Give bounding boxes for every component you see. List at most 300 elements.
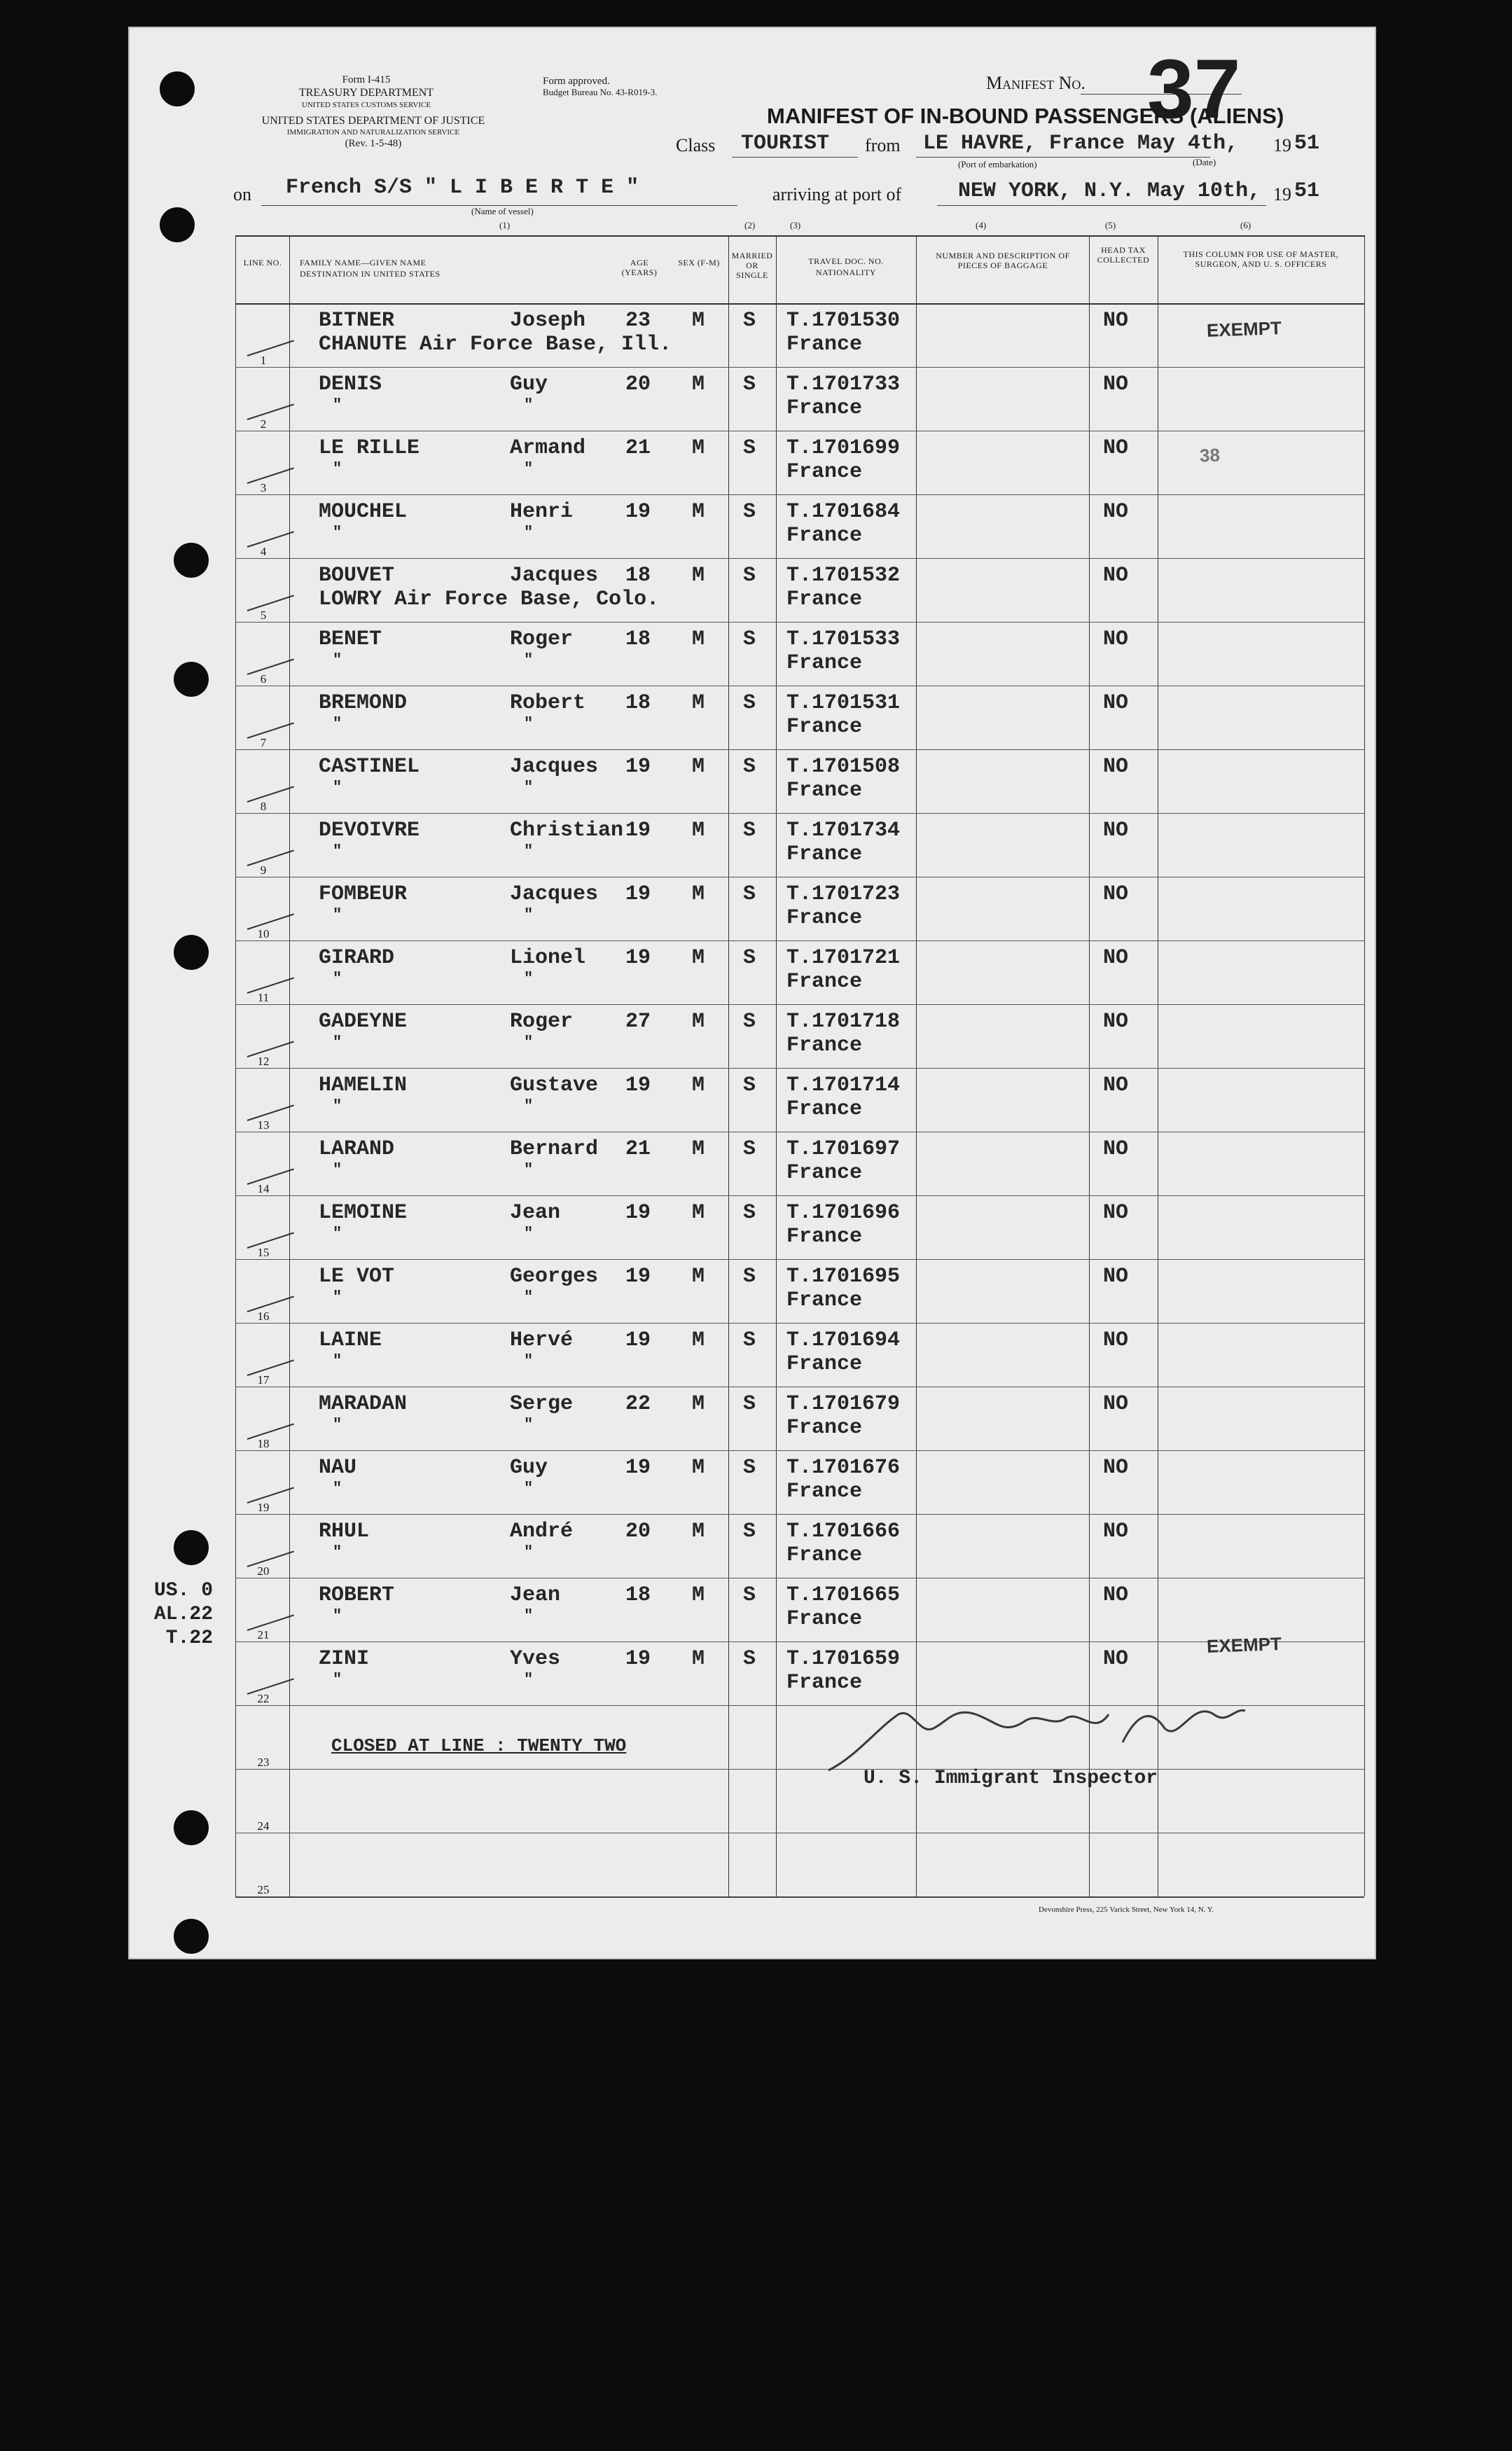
table-row xyxy=(128,1387,1376,1450)
nationality: France xyxy=(786,1607,863,1631)
marital-status: S xyxy=(743,1201,756,1225)
head-tax: NO xyxy=(1103,755,1129,779)
year-1: 51 xyxy=(1294,132,1320,155)
destination: " xyxy=(333,1671,342,1688)
head-tax: NO xyxy=(1103,500,1129,524)
head-tax: NO xyxy=(1103,1647,1129,1671)
family-name: NAU xyxy=(319,1456,357,1480)
age: 22 xyxy=(625,1392,651,1416)
head-tax: NO xyxy=(1103,1583,1129,1607)
margin-note-al: AL.22 xyxy=(154,1604,214,1625)
family-name: LEMOINE xyxy=(319,1201,408,1225)
nationality: France xyxy=(786,333,863,356)
table-row xyxy=(128,749,1376,813)
col-caption-1: (1) xyxy=(499,220,511,230)
inspector-title: U. S. Immigrant Inspector xyxy=(863,1768,1158,1789)
sex: M xyxy=(692,1010,705,1034)
col-name: FAMILY NAME—GIVEN NAME xyxy=(300,258,426,268)
travel-doc-no: T.1701666 xyxy=(786,1520,901,1543)
col-officers: THIS COLUMN FOR USE OF MASTER, SURGEON, AND U. S. OFFICERS xyxy=(1183,249,1339,269)
sex: M xyxy=(692,819,705,842)
family-name: GIRARD xyxy=(319,946,395,970)
marital-status: S xyxy=(743,691,756,715)
line-number: 6 xyxy=(260,672,267,686)
age: 19 xyxy=(625,1201,651,1225)
given-name: Jacques xyxy=(510,882,599,906)
age: 27 xyxy=(625,1010,651,1034)
marital-status: S xyxy=(743,627,756,651)
marital-status: S xyxy=(743,1328,756,1352)
travel-doc-no: T.1701734 xyxy=(786,819,901,842)
family-name: DEVOIVRE xyxy=(319,819,420,842)
head-tax: NO xyxy=(1103,309,1129,333)
line-number: 3 xyxy=(260,481,267,494)
table-row xyxy=(128,431,1376,494)
destination: " xyxy=(333,842,342,860)
year-2: 51 xyxy=(1294,179,1320,203)
head-tax: NO xyxy=(1103,1010,1129,1034)
travel-doc-no: T.1701659 xyxy=(786,1647,901,1671)
age: 18 xyxy=(625,627,651,651)
age: 18 xyxy=(625,564,651,588)
age: 19 xyxy=(625,500,651,524)
nationality: France xyxy=(786,1352,863,1376)
sex: M xyxy=(692,1328,705,1352)
nationality: France xyxy=(786,970,863,994)
line-number: 18 xyxy=(257,1437,270,1450)
given-ditto: " xyxy=(524,1607,534,1625)
nationality: France xyxy=(786,1416,863,1440)
given-ditto: " xyxy=(524,460,534,478)
age: 19 xyxy=(625,882,651,906)
binder-hole xyxy=(174,543,209,578)
family-name: BOUVET xyxy=(319,564,395,588)
nationality: France xyxy=(786,1289,863,1312)
family-name: BREMOND xyxy=(319,691,408,715)
given-ditto: " xyxy=(524,524,534,541)
sex: M xyxy=(692,755,705,779)
head-tax: NO xyxy=(1103,1328,1129,1352)
marital-status: S xyxy=(743,564,756,588)
marital-status: S xyxy=(743,755,756,779)
travel-doc-no: T.1701530 xyxy=(786,309,901,333)
margin-note-t: T.22 xyxy=(165,1627,214,1649)
head-tax: NO xyxy=(1103,1074,1129,1097)
given-ditto: " xyxy=(524,779,534,796)
manifest-number: 37 xyxy=(1147,42,1241,136)
margin-tally xyxy=(154,1579,213,1651)
nationality: France xyxy=(786,396,863,420)
given-name: Yves xyxy=(510,1647,561,1671)
treasury-dept: TREASURY DEPARTMENT xyxy=(298,87,434,99)
family-name: BITNER xyxy=(319,309,395,333)
nationality: France xyxy=(786,1097,863,1121)
travel-doc-no: T.1701679 xyxy=(786,1392,901,1416)
destination: " xyxy=(333,715,342,732)
destination: " xyxy=(333,1097,342,1115)
family-name: DENIS xyxy=(319,373,382,396)
age: 19 xyxy=(625,1265,651,1289)
travel-doc-no: T.1701695 xyxy=(786,1265,901,1289)
head-tax: NO xyxy=(1103,627,1129,651)
family-name: LE VOT xyxy=(319,1265,395,1289)
sex: M xyxy=(692,1074,705,1097)
travel-doc-no: T.1701532 xyxy=(786,564,901,588)
table-row xyxy=(128,877,1376,940)
budget-bureau: Budget Bureau No. 43-R019-3. xyxy=(543,87,658,97)
sex: M xyxy=(692,1201,705,1225)
vessel-name: French S/S " L I B E R T E " xyxy=(286,176,639,200)
marital-status: S xyxy=(743,1010,756,1034)
margin-note-us: US. 0 xyxy=(154,1580,214,1602)
travel-doc-no: T.1701697 xyxy=(786,1137,901,1161)
head-tax: NO xyxy=(1103,691,1129,715)
table-row xyxy=(128,1323,1376,1387)
manifest-title: MANIFEST OF IN-BOUND PASSENGERS (ALIENS) xyxy=(767,104,1284,128)
binder-hole xyxy=(174,935,209,970)
given-name: Bernard xyxy=(510,1137,599,1161)
binder-hole xyxy=(174,1530,209,1565)
age: 21 xyxy=(625,1137,651,1161)
manifest-no-label: Manifest No. xyxy=(986,73,1086,93)
table-row xyxy=(128,1514,1376,1578)
binder-hole xyxy=(160,71,195,106)
head-tax: NO xyxy=(1103,1137,1129,1161)
travel-doc-no: T.1701714 xyxy=(786,1074,901,1097)
col-head-tax: HEAD TAX COLLECTED xyxy=(1097,245,1150,265)
table-row xyxy=(128,1004,1376,1068)
date-caption: (Date) xyxy=(1193,157,1216,167)
line-number: 23 xyxy=(257,1756,270,1769)
binder-hole xyxy=(174,1810,209,1845)
nationality: France xyxy=(786,1543,863,1567)
travel-doc-no: T.1701533 xyxy=(786,627,901,651)
age: 20 xyxy=(625,373,651,396)
line-number: 22 xyxy=(257,1692,270,1705)
destination: LOWRY Air Force Base, Colo. xyxy=(319,588,660,611)
customs-service: UNITED STATES CUSTOMS SERVICE xyxy=(301,101,431,109)
age: 19 xyxy=(625,1456,651,1480)
line-number: 1 xyxy=(260,354,267,367)
destination: " xyxy=(333,1416,342,1433)
age: 20 xyxy=(625,1520,651,1543)
marital-status: S xyxy=(743,1520,756,1543)
nationality: France xyxy=(786,588,863,611)
marital-status: S xyxy=(743,1392,756,1416)
marital-status: S xyxy=(743,373,756,396)
col-baggage: NUMBER AND DESCRIPTION OF PIECES OF BAGGAGE xyxy=(936,251,1070,270)
line-number: 21 xyxy=(257,1628,270,1641)
given-ditto: " xyxy=(524,396,534,414)
sex: M xyxy=(692,373,705,396)
sex: M xyxy=(692,1456,705,1480)
age: 19 xyxy=(625,946,651,970)
sex: M xyxy=(692,1265,705,1289)
given-name: Robert xyxy=(510,691,586,715)
nationality: France xyxy=(786,1034,863,1057)
line-number: 17 xyxy=(257,1373,270,1387)
binder-hole xyxy=(174,662,209,697)
age: 19 xyxy=(625,1647,651,1671)
line-number: 19 xyxy=(257,1501,270,1514)
line-number: 15 xyxy=(257,1246,270,1259)
sex: M xyxy=(692,500,705,524)
family-name: CASTINEL xyxy=(319,755,420,779)
officer-note: EXEMPT xyxy=(1206,317,1282,341)
family-name: GADEYNE xyxy=(319,1010,408,1034)
nationality: France xyxy=(786,842,863,866)
travel-doc-no: T.1701665 xyxy=(786,1583,901,1607)
table-row xyxy=(128,367,1376,431)
age: 18 xyxy=(625,691,651,715)
head-tax: NO xyxy=(1103,436,1129,460)
travel-doc-no: T.1701718 xyxy=(786,1010,901,1034)
destination: " xyxy=(333,1352,342,1370)
nationality: France xyxy=(786,1161,863,1185)
family-name: RHUL xyxy=(319,1520,370,1543)
nationality: France xyxy=(786,524,863,548)
line-number: 14 xyxy=(257,1182,270,1195)
line-number: 10 xyxy=(257,927,270,940)
age: 19 xyxy=(625,819,651,842)
justice-dept: UNITED STATES DEPARTMENT OF JUSTICE xyxy=(261,115,485,127)
head-tax: NO xyxy=(1103,882,1129,906)
sex: M xyxy=(692,1520,705,1543)
given-name: Christian xyxy=(510,819,624,842)
given-ditto: " xyxy=(524,1416,534,1433)
sex: M xyxy=(692,882,705,906)
given-ditto: " xyxy=(524,715,534,732)
col-destination: DESTINATION IN UNITED STATES xyxy=(300,269,441,279)
travel-doc-no: T.1701723 xyxy=(786,882,901,906)
destination: " xyxy=(333,1161,342,1179)
sex: M xyxy=(692,1583,705,1607)
destination: " xyxy=(333,906,342,924)
manifest-page xyxy=(128,27,1376,1959)
given-name: Jacques xyxy=(510,755,599,779)
class-value: TOURIST xyxy=(741,132,830,155)
line-number: 4 xyxy=(260,545,267,558)
marital-status: S xyxy=(743,1074,756,1097)
inspector-signature xyxy=(814,1686,1249,1784)
on-label: on xyxy=(233,184,251,204)
line-number: 13 xyxy=(257,1118,270,1132)
line-number: 8 xyxy=(260,800,267,813)
sex: M xyxy=(692,564,705,588)
given-name: Guy xyxy=(510,373,548,396)
destination: " xyxy=(333,779,342,796)
given-ditto: " xyxy=(524,651,534,669)
destination: " xyxy=(333,1543,342,1561)
head-tax: NO xyxy=(1103,946,1129,970)
given-ditto: " xyxy=(524,1034,534,1051)
marital-status: S xyxy=(743,882,756,906)
table-row xyxy=(128,622,1376,686)
family-name: LE RILLE xyxy=(319,436,420,460)
table-row xyxy=(128,940,1376,1004)
destination: " xyxy=(333,1225,342,1242)
col-caption-5: (5) xyxy=(1105,220,1116,230)
nationality: France xyxy=(786,651,863,675)
given-name: Jean xyxy=(510,1583,561,1607)
given-ditto: " xyxy=(524,842,534,860)
head-tax: NO xyxy=(1103,1265,1129,1289)
sex: M xyxy=(692,1392,705,1416)
marital-status: S xyxy=(743,500,756,524)
col-age: AGE (YEARS) xyxy=(621,258,658,277)
table-row xyxy=(128,303,1376,367)
nationality: France xyxy=(786,906,863,930)
given-name: Guy xyxy=(510,1456,548,1480)
sex: M xyxy=(692,1647,705,1671)
line-number: 2 xyxy=(260,417,267,431)
given-name: Armand xyxy=(510,436,586,460)
head-tax: NO xyxy=(1103,564,1129,588)
destination: " xyxy=(333,970,342,987)
table-row xyxy=(128,686,1376,749)
embarkation-value: LE HAVRE, France May 4th, xyxy=(923,132,1239,155)
destination: " xyxy=(333,1607,342,1625)
col-nationality: NATIONALITY xyxy=(815,268,877,277)
line-number: 25 xyxy=(257,1883,270,1896)
destination: " xyxy=(333,1289,342,1306)
given-name: Serge xyxy=(510,1392,574,1416)
table-row xyxy=(128,1132,1376,1195)
given-ditto: " xyxy=(524,1543,534,1561)
col-caption-4: (4) xyxy=(976,220,987,230)
col-caption-2: (2) xyxy=(744,220,756,230)
class-label: Class xyxy=(676,135,716,155)
given-ditto: " xyxy=(524,906,534,924)
nationality: France xyxy=(786,715,863,739)
age: 19 xyxy=(625,755,651,779)
table-row xyxy=(128,1578,1376,1641)
given-name: Joseph xyxy=(510,309,586,333)
nationality: France xyxy=(786,779,863,803)
age: 18 xyxy=(625,1583,651,1607)
line-number: 11 xyxy=(257,991,270,1004)
given-name: Lionel xyxy=(510,946,586,970)
sex: M xyxy=(692,691,705,715)
travel-doc-no: T.1701696 xyxy=(786,1201,901,1225)
revision: (Rev. 1-5-48) xyxy=(345,138,402,149)
given-ditto: " xyxy=(524,1671,534,1688)
line-number: 12 xyxy=(257,1055,270,1068)
destination: " xyxy=(333,651,342,669)
age: 19 xyxy=(625,1328,651,1352)
from-label: from xyxy=(865,135,901,155)
table-row xyxy=(128,494,1376,558)
form-approved: Form approved. xyxy=(543,76,610,87)
marital-status: S xyxy=(743,309,756,333)
form-number: Form I-415 xyxy=(342,74,391,85)
given-name: Gustave xyxy=(510,1074,599,1097)
given-name: Roger xyxy=(510,1010,574,1034)
family-name: MOUCHEL xyxy=(319,500,408,524)
sex: M xyxy=(692,1137,705,1161)
family-name: HAMELIN xyxy=(319,1074,408,1097)
given-ditto: " xyxy=(524,1480,534,1497)
given-ditto: " xyxy=(524,1289,534,1306)
travel-doc-no: T.1701684 xyxy=(786,500,901,524)
nationality: France xyxy=(786,460,863,484)
given-name: Jean xyxy=(510,1201,561,1225)
travel-doc-no: T.1701733 xyxy=(786,373,901,396)
family-name: ZINI xyxy=(319,1647,370,1671)
destination: " xyxy=(333,460,342,478)
table-row xyxy=(128,813,1376,877)
family-name: LAINE xyxy=(319,1328,382,1352)
given-name: André xyxy=(510,1520,574,1543)
line-number: 9 xyxy=(260,863,267,877)
travel-doc-no: T.1701676 xyxy=(786,1456,901,1480)
nationality: France xyxy=(786,1671,863,1695)
marital-status: S xyxy=(743,1647,756,1671)
closing-statement: CLOSED AT LINE : TWENTY TWO xyxy=(331,1735,627,1756)
head-tax: NO xyxy=(1103,373,1129,396)
ins-service: IMMIGRATION AND NATURALIZATION SERVICE xyxy=(286,128,460,137)
given-ditto: " xyxy=(524,1097,534,1115)
port-embark-caption: (Port of embarkation) xyxy=(958,159,1037,169)
sex: M xyxy=(692,627,705,651)
col-travel: TRAVEL DOC. NO. xyxy=(808,256,884,266)
marital-status: S xyxy=(743,819,756,842)
family-name: LARAND xyxy=(319,1137,395,1161)
given-ditto: " xyxy=(524,1352,534,1370)
marital-status: S xyxy=(743,1583,756,1607)
empty-row xyxy=(128,1833,1376,1896)
head-tax: NO xyxy=(1103,1456,1129,1480)
table-row xyxy=(128,1195,1376,1259)
col-line-no: LINE NO. xyxy=(243,258,282,268)
given-ditto: " xyxy=(524,1161,534,1179)
destination: " xyxy=(333,1034,342,1051)
nationality: France xyxy=(786,1480,863,1504)
table-row xyxy=(128,1450,1376,1514)
given-name: Jacques xyxy=(510,564,599,588)
sex: M xyxy=(692,946,705,970)
year-prefix-2: 19 xyxy=(1273,184,1291,204)
travel-doc-no: T.1701721 xyxy=(786,946,901,970)
head-tax: NO xyxy=(1103,1201,1129,1225)
given-name: Hervé xyxy=(510,1328,574,1352)
given-ditto: " xyxy=(524,1225,534,1242)
destination: CHANUTE Air Force Base, Ill. xyxy=(319,333,672,356)
line-number: 5 xyxy=(260,609,267,622)
head-tax: NO xyxy=(1103,819,1129,842)
given-name: Henri xyxy=(510,500,574,524)
family-name: MARADAN xyxy=(319,1392,408,1416)
family-name: FOMBEUR xyxy=(319,882,408,906)
destination: " xyxy=(333,396,342,414)
travel-doc-no: T.1701531 xyxy=(786,691,901,715)
travel-doc-no: T.1701694 xyxy=(786,1328,901,1352)
year-prefix-1: 19 xyxy=(1273,135,1291,155)
line-number: 7 xyxy=(260,736,267,749)
col-sex: SEX (F-M) xyxy=(678,258,720,268)
line-number: 16 xyxy=(257,1310,270,1323)
travel-doc-no: T.1701508 xyxy=(786,755,901,779)
sex: M xyxy=(692,436,705,460)
table-row xyxy=(128,1068,1376,1132)
sex: M xyxy=(692,309,705,333)
col-caption-6: (6) xyxy=(1240,220,1251,230)
vessel-caption: (Name of vessel) xyxy=(471,206,534,216)
col-married: MARRIED OR SINGLE xyxy=(731,251,773,280)
given-name: Georges xyxy=(510,1265,599,1289)
table-row xyxy=(128,558,1376,622)
destination: " xyxy=(333,1480,342,1497)
